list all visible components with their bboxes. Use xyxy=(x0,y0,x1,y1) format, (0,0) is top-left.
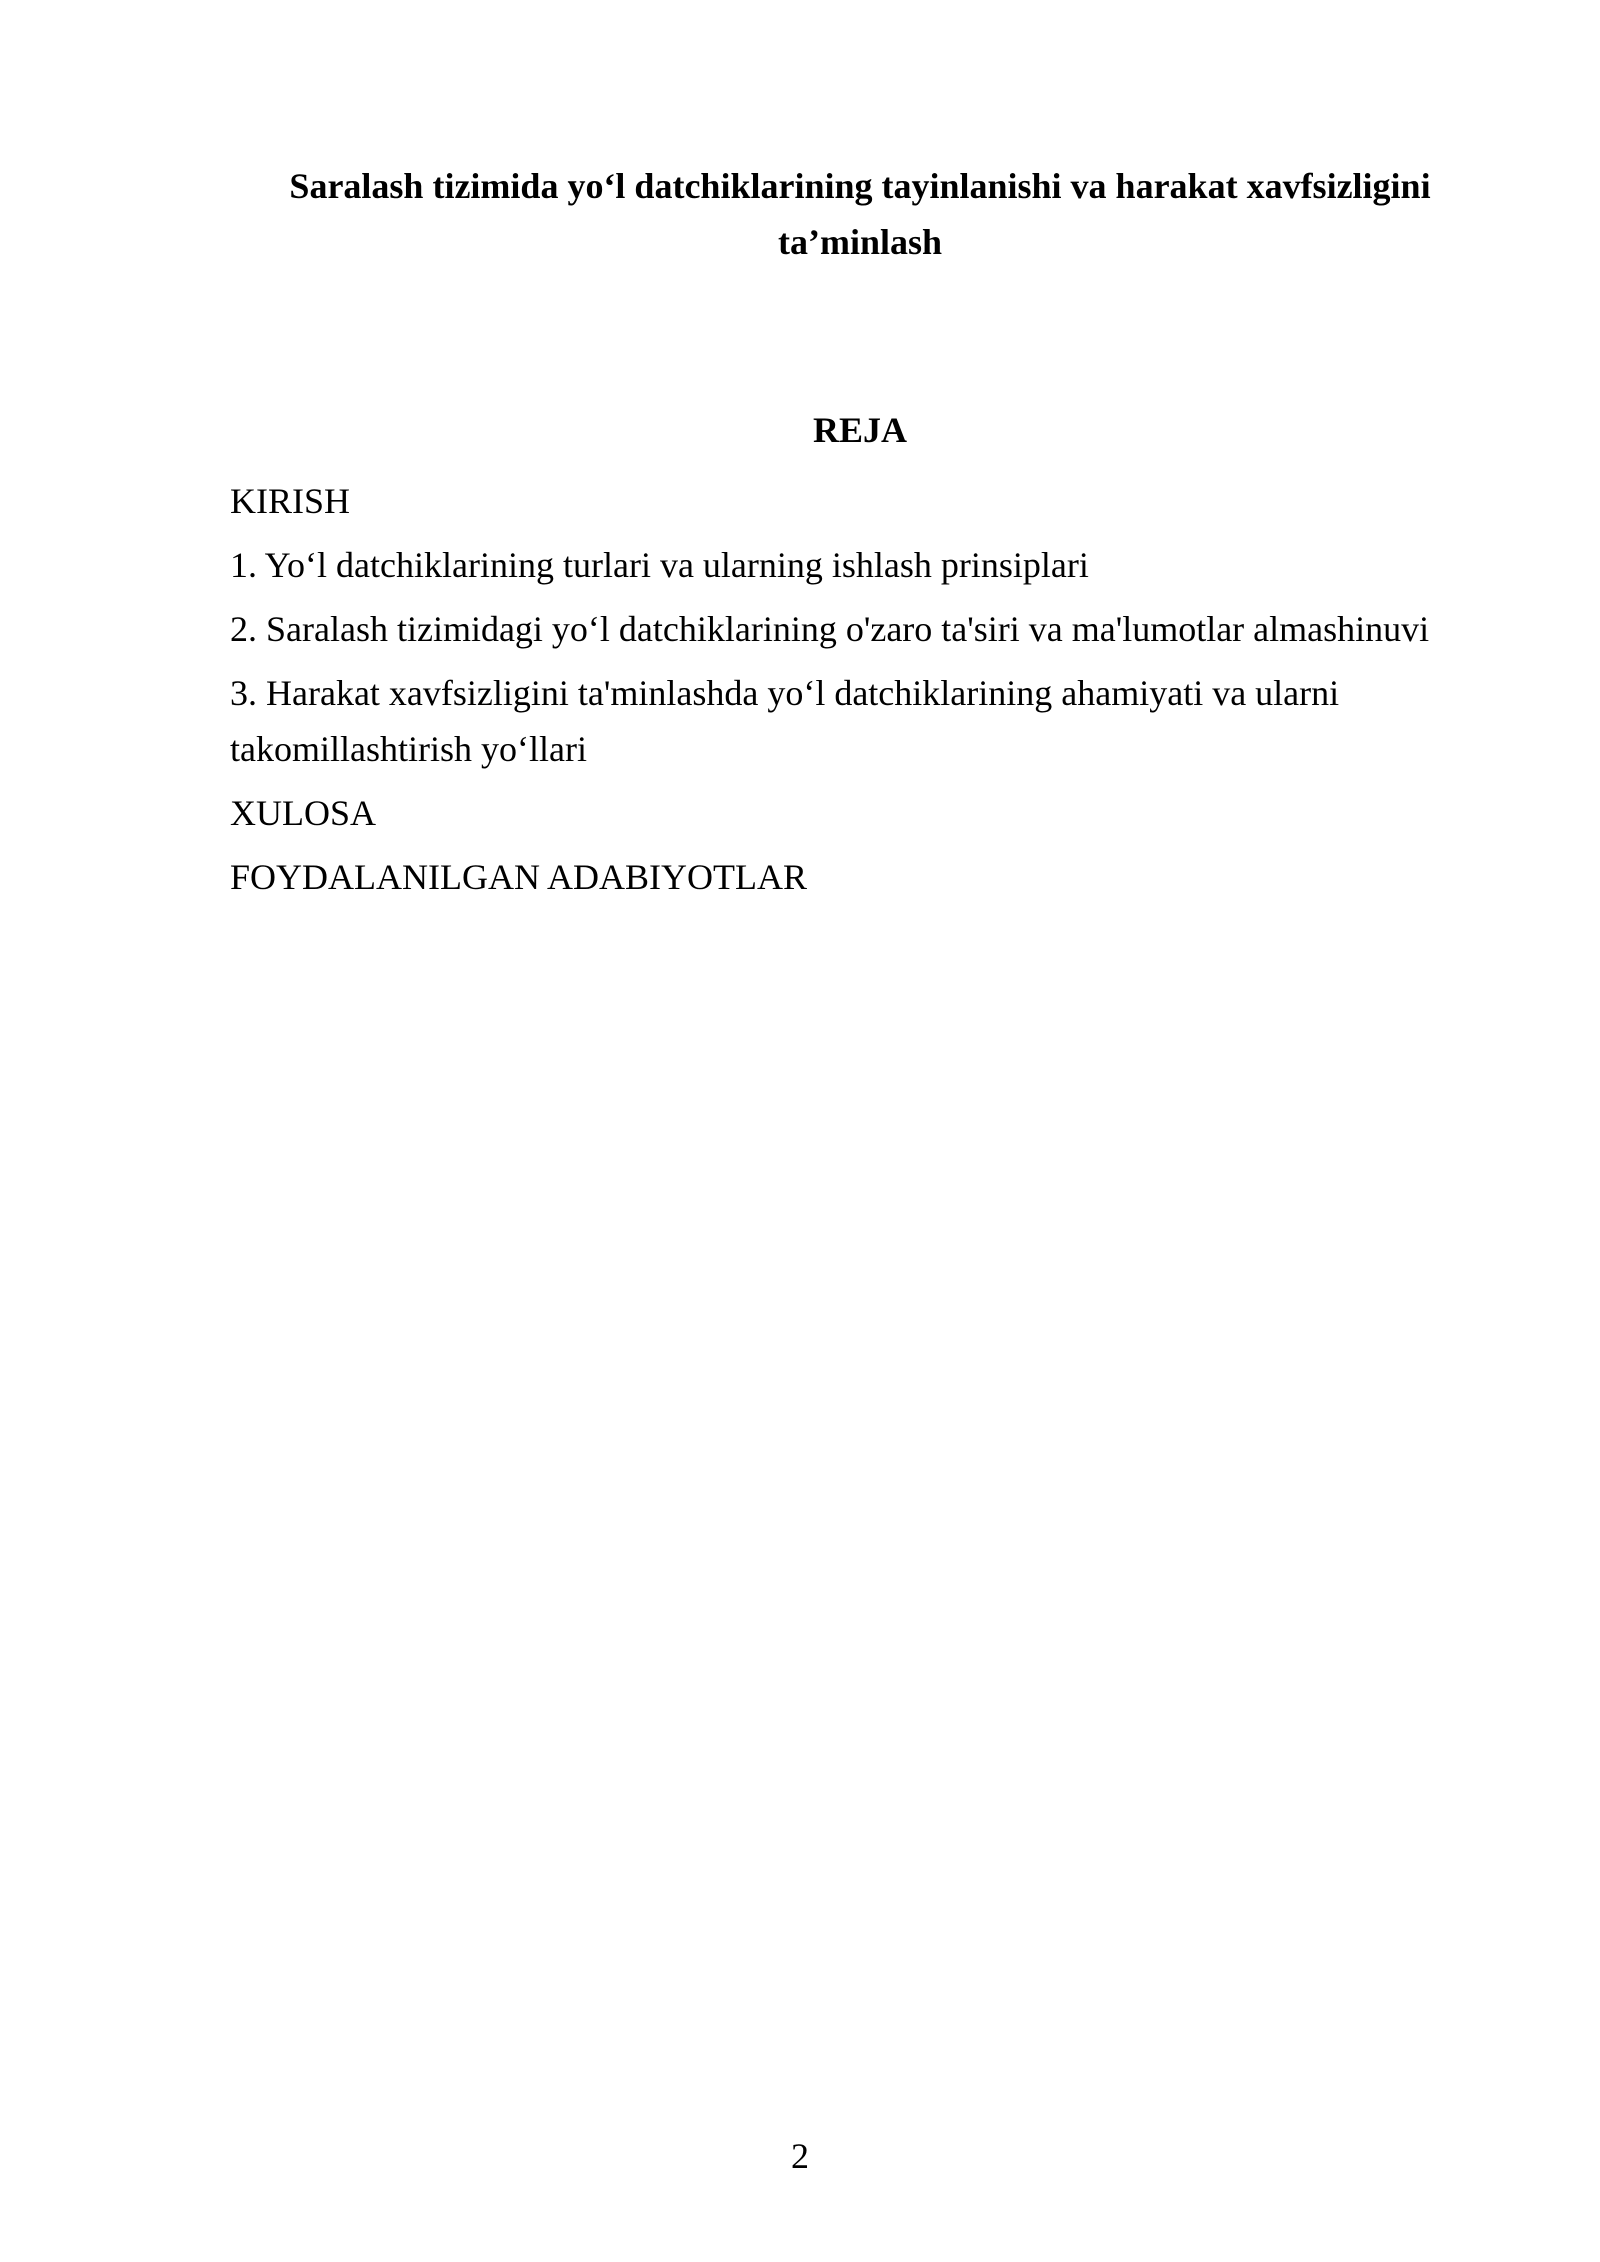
plan-item-1: 1. Yo‘l datchiklarining turlari va ularning ishlash prinsiplari xyxy=(230,545,1089,585)
plan-item-conclusion: XULOSA xyxy=(230,793,377,833)
plan-item-2: 2. Saralash tizimidagi yo‘l datchiklarining o'zaro ta'siri va ma'lumotlar almashinuvi xyxy=(230,609,1430,649)
plan-item-references: FOYDALANILGAN ADABIYOTLAR xyxy=(230,857,807,897)
plan-list xyxy=(230,473,1520,913)
plan-item-introduction: KIRISH xyxy=(230,481,351,521)
plan-item-3: 3. Harakat xavfsizligini ta'minlashda yo‘l datchiklarining ahamiyati va ularni takomillashtirish yo‘llari xyxy=(230,673,1340,769)
plan-heading: REJA xyxy=(812,410,907,450)
document-title xyxy=(230,158,1490,270)
page-number: 2 xyxy=(791,2136,809,2176)
document-title-line-1: Saralash tizimida yo‘l datchiklarining tayinlanishi va harakat xavfsizligini xyxy=(289,166,1431,206)
document-title-line-2: ta’minlash xyxy=(777,222,943,262)
